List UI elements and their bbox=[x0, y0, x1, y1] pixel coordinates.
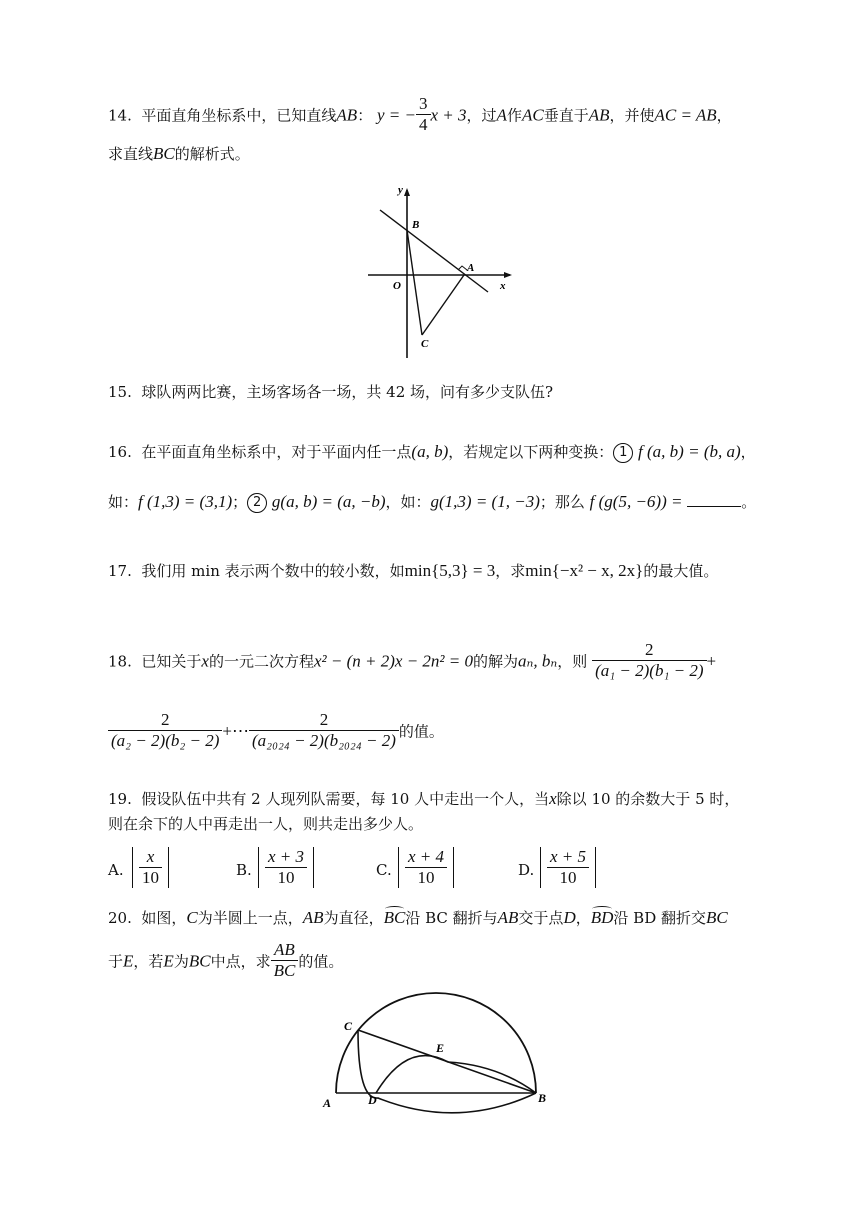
math-x: x bbox=[549, 789, 557, 808]
q14-figure bbox=[360, 180, 520, 365]
option-b-label[interactable]: B. bbox=[236, 861, 252, 879]
numerator: x + 5 bbox=[550, 847, 587, 866]
q14-text: ，过 bbox=[466, 106, 497, 125]
math-dots: +⋯ bbox=[222, 721, 250, 741]
q20-text: ，若 bbox=[133, 952, 164, 971]
math-ab: AB bbox=[588, 105, 610, 125]
option-a-label[interactable]: A. bbox=[108, 861, 124, 879]
denominator: 10 bbox=[547, 867, 589, 888]
math-solutions: aₙ, bₙ bbox=[518, 651, 558, 671]
q16-text: ；那么 bbox=[539, 493, 585, 511]
q17-text: 的最大值。 bbox=[643, 562, 719, 580]
q17-text: 我们用 min 表示两个数中的较小数，如 bbox=[141, 562, 405, 580]
label-a: A bbox=[467, 262, 475, 274]
denominator: 10 bbox=[139, 867, 162, 888]
option-d-label[interactable]: D. bbox=[518, 861, 535, 879]
denominator: 10 bbox=[405, 867, 447, 888]
q18-line1 bbox=[108, 642, 716, 683]
numerator: 2 bbox=[319, 710, 329, 729]
math-g-example: g(1,3) = (1, −3) bbox=[430, 492, 540, 511]
q16-line1 bbox=[108, 442, 756, 463]
q14-text: 的解析式。 bbox=[174, 145, 250, 163]
option-c-floor[interactable] bbox=[398, 847, 454, 888]
q14-text: 垂直于 bbox=[543, 106, 589, 125]
label-y: y bbox=[398, 184, 403, 196]
label-d: D bbox=[368, 1093, 377, 1107]
denominator: BC bbox=[271, 960, 299, 981]
denominator: 10 bbox=[265, 867, 307, 888]
numerator: x + 4 bbox=[408, 847, 445, 866]
math-e: E bbox=[163, 951, 174, 971]
q20-text: 中点，求 bbox=[210, 952, 271, 971]
math-arc-bc: BC bbox=[383, 908, 406, 927]
math-point-ab: (a, b) bbox=[411, 442, 449, 461]
x-arrow-icon bbox=[504, 272, 512, 278]
math-f-example: f (1,3) = (3,1) bbox=[138, 492, 233, 511]
q14-text: 作 bbox=[506, 106, 522, 125]
q14-text: 求直线 bbox=[108, 145, 154, 163]
math-min-example: min{5,3} = 3 bbox=[404, 561, 496, 580]
math-ac: AC bbox=[521, 105, 544, 125]
math-c: C bbox=[186, 908, 198, 927]
denominator: (a₂ − 2)(b₂ − 2) bbox=[108, 730, 222, 751]
math-d: D bbox=[563, 908, 576, 927]
q20-text: 交于点 bbox=[518, 909, 564, 927]
q18-text: 已知关于 bbox=[141, 652, 202, 671]
math-e: E bbox=[123, 951, 134, 971]
q19-line1 bbox=[108, 789, 739, 809]
q19-text: 则在余下的人中再走出一人，则共走出多少人。 bbox=[108, 815, 424, 833]
fraction-3-4 bbox=[416, 94, 431, 135]
numerator: AB bbox=[274, 940, 295, 959]
q16-text: 如： bbox=[108, 493, 139, 511]
q20-text: 沿 BC 翻折与 bbox=[405, 909, 498, 927]
denominator: 4 bbox=[416, 114, 431, 135]
q14-text: ，并使 bbox=[609, 106, 655, 125]
label-x: x bbox=[500, 280, 506, 292]
q17-line bbox=[108, 561, 718, 581]
math-ab: AB bbox=[336, 105, 358, 125]
q14-text: 平面直角坐标系中，已知直线 bbox=[141, 106, 337, 125]
colon: ： bbox=[357, 106, 373, 125]
q20-text: ， bbox=[575, 909, 591, 927]
q20-text: 为直径， bbox=[323, 909, 384, 927]
math-arc-bd: BD bbox=[590, 908, 614, 927]
denominator: (a₁ − 2)(b₁ − 2) bbox=[592, 660, 706, 681]
question-number: 20. bbox=[108, 909, 132, 927]
y-arrow-icon bbox=[404, 188, 410, 196]
label-c: C bbox=[421, 338, 429, 350]
math-y-eq: y = − bbox=[377, 105, 416, 125]
q17-text: ，求 bbox=[495, 562, 526, 580]
fraction-term-1 bbox=[592, 640, 706, 681]
numerator: 2 bbox=[645, 640, 654, 659]
math-x-plus3: x + 3 bbox=[430, 105, 467, 125]
math-fg: f (g(5, −6)) = bbox=[589, 492, 683, 511]
q20-text: 如图， bbox=[141, 909, 187, 927]
question-number: 18. bbox=[108, 652, 132, 671]
q20-text: 为半圆上一点， bbox=[197, 909, 303, 927]
math-ab: AB bbox=[302, 908, 324, 927]
q20-text: 为 bbox=[173, 952, 189, 971]
segment-ca bbox=[422, 275, 464, 335]
circled-1: 1 bbox=[613, 443, 633, 463]
math-a: A bbox=[496, 105, 507, 125]
q19-line2 bbox=[108, 814, 423, 834]
answer-blank bbox=[687, 490, 741, 507]
option-a-floor[interactable] bbox=[132, 847, 169, 888]
question-number: 16. bbox=[108, 443, 132, 461]
option-b-floor[interactable] bbox=[258, 847, 314, 888]
folded-arc-cb bbox=[358, 1030, 536, 1113]
q20-text: 沿 BD 翻折交 bbox=[613, 909, 706, 927]
label-b: B bbox=[538, 1091, 547, 1105]
q14-line1 bbox=[108, 96, 732, 137]
fraction-ab-bc bbox=[271, 940, 299, 981]
q16-text: ， bbox=[740, 443, 756, 461]
q16-text: 在平面直角坐标系中，对于平面内任一点 bbox=[141, 443, 412, 461]
label-c: C bbox=[344, 1019, 353, 1033]
q18-line2 bbox=[108, 712, 444, 753]
math-f-ab: f (a, b) = (b, a) bbox=[638, 442, 741, 461]
question-number: 17. bbox=[108, 562, 132, 580]
numerator: 2 bbox=[160, 710, 170, 729]
q16-line2 bbox=[108, 490, 756, 513]
q20-line1 bbox=[108, 908, 728, 928]
q20-line2 bbox=[108, 942, 343, 983]
label-o: O bbox=[393, 280, 401, 292]
math-ab: AB bbox=[497, 908, 519, 927]
q16-text: ； bbox=[232, 493, 248, 511]
math-bc: BC bbox=[188, 951, 211, 971]
math-bc: BC bbox=[706, 908, 728, 927]
q14-text: ， bbox=[716, 106, 732, 125]
q20-figure bbox=[318, 980, 558, 1135]
q16-text: ，如： bbox=[385, 493, 431, 511]
label-e: E bbox=[436, 1041, 445, 1055]
folded-arc-db bbox=[376, 1056, 536, 1093]
math-g-ab: g(a, b) = (a, −b) bbox=[271, 492, 386, 511]
denominator: (a₂₀₂₄ − 2)(b₂₀₂₄ − 2) bbox=[249, 730, 399, 751]
q15-line bbox=[108, 382, 553, 402]
segment-bc bbox=[407, 230, 422, 335]
label-b: B bbox=[412, 219, 420, 231]
circled-2: 2 bbox=[247, 493, 267, 513]
q20-text: 的值。 bbox=[298, 952, 344, 971]
numerator: x bbox=[146, 847, 155, 866]
math-plus: + bbox=[706, 651, 717, 671]
label-a: A bbox=[323, 1096, 332, 1110]
q20-text: 于 bbox=[108, 952, 124, 971]
q16-text: 。 bbox=[741, 493, 757, 511]
fraction-term-2 bbox=[108, 710, 222, 751]
math-min-expr: min{−x² − x, 2x} bbox=[525, 561, 644, 580]
question-number: 15. bbox=[108, 383, 132, 401]
question-number: 14. bbox=[108, 106, 132, 125]
q16-text: ，若规定以下两种变换： bbox=[448, 443, 614, 461]
q18-text: ，则 bbox=[557, 652, 588, 671]
option-d-floor[interactable] bbox=[540, 847, 596, 888]
numerator: 3 bbox=[419, 94, 428, 113]
fraction-term-2024 bbox=[249, 710, 399, 751]
q19-text: 假设队伍中共有 2 人现列队需要，每 10 人中走出一个人，当 bbox=[141, 790, 550, 808]
option-c-label[interactable]: C. bbox=[376, 861, 392, 879]
math-equation: x² − (n + 2)x − 2n² = 0 bbox=[313, 651, 473, 671]
numerator: x + 3 bbox=[268, 847, 305, 866]
q18-text: 的值。 bbox=[398, 722, 444, 741]
q15-text: 球队两两比赛，主场客场各一场，共 42 场，问有多少支队伍? bbox=[141, 383, 554, 401]
q14-line2 bbox=[108, 144, 250, 164]
q18-text: 的解为 bbox=[472, 652, 518, 671]
q19-text: 除以 10 的余数大于 5 时， bbox=[556, 790, 740, 808]
q18-text: 的一元二次方程 bbox=[208, 652, 314, 671]
math-x: x bbox=[201, 651, 209, 671]
math-bc: BC bbox=[153, 144, 175, 163]
math-ac-eq-ab: AC = AB bbox=[654, 105, 717, 125]
question-number: 19. bbox=[108, 790, 132, 808]
